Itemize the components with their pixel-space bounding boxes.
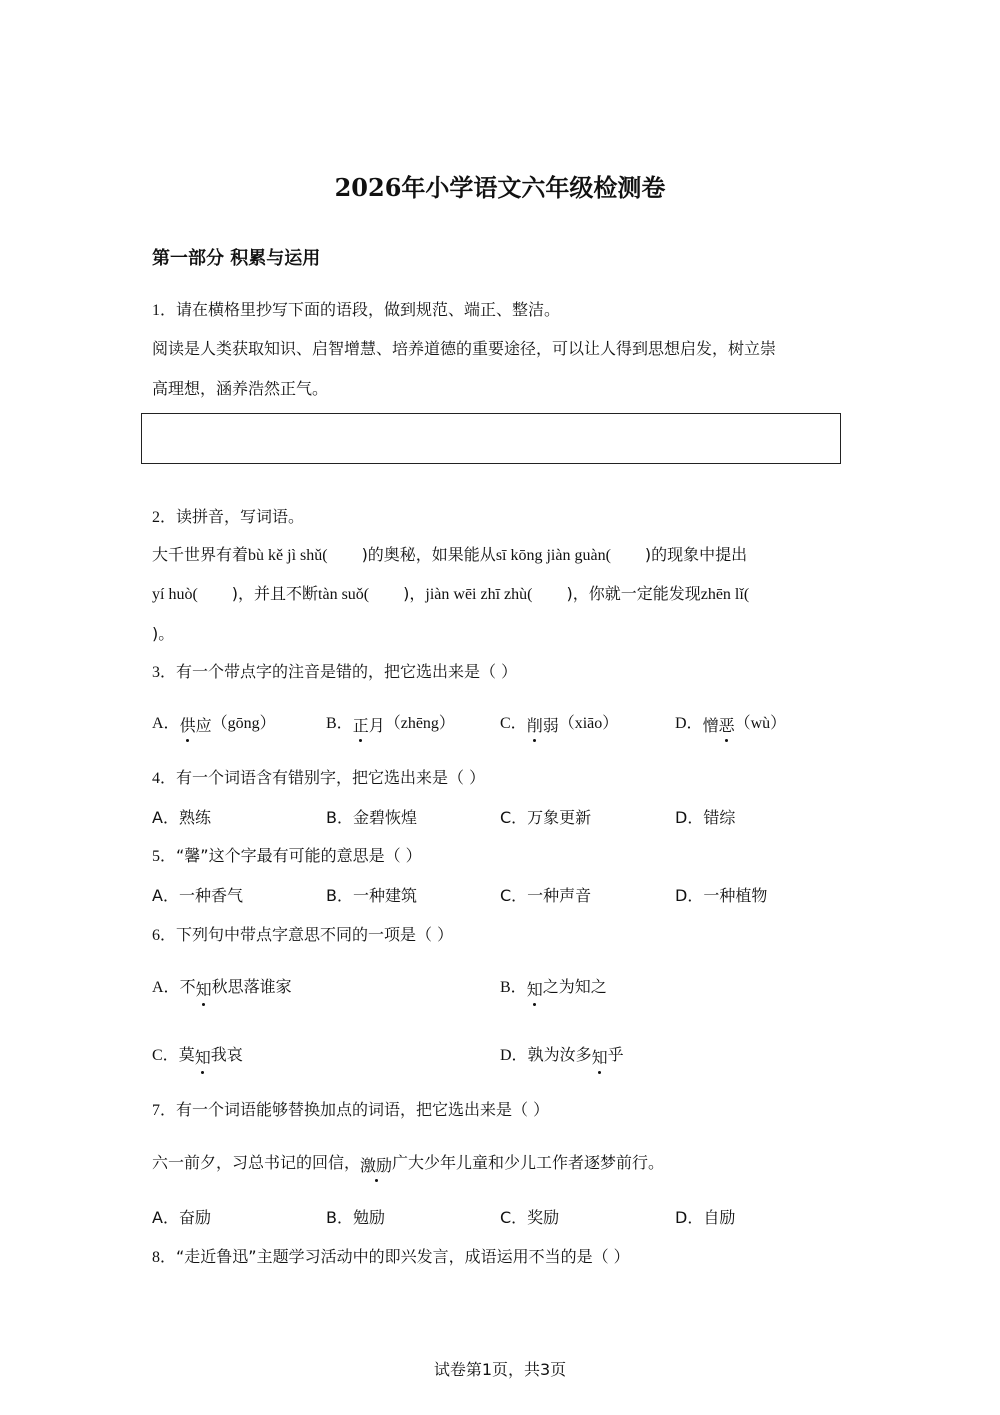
question-number: 5． bbox=[152, 848, 177, 865]
question-number: 8． bbox=[152, 1249, 177, 1266]
question-text: 有一个词语能够替换加点的词语，把它选出来是（ ） bbox=[176, 1100, 550, 1119]
question-5-option-a[interactable]: A．一种香气 bbox=[152, 886, 243, 905]
question-7-option-d[interactable]: D．自励 bbox=[675, 1208, 736, 1227]
pinyin-prompt: sī kōng jiàn guàn( bbox=[495, 547, 611, 564]
dotted-char: 削 bbox=[526, 716, 543, 735]
question-text: 有一个词语含有错别字，把它选出来是（ ） bbox=[176, 768, 486, 787]
question-6-option-b[interactable]: B．知之为知之 bbox=[500, 977, 607, 999]
question-4-option-d[interactable]: D．错综 bbox=[675, 808, 736, 827]
question-4-stem bbox=[152, 768, 485, 789]
question-text: 请在横格里抄写下面的语段，做到规范、端正、整洁。 bbox=[176, 300, 561, 319]
question-text: 读拼音，写词语。 bbox=[176, 507, 305, 526]
question-3-option-c[interactable]: C．削弱（xiāo） bbox=[500, 715, 619, 735]
question-7-sentence: 六一前夕，习总书记的回信，激励广大少年儿童和少儿工作者逐梦前行。 bbox=[152, 1153, 665, 1175]
dotted-char: 知 bbox=[195, 980, 212, 999]
question-3-option-b[interactable]: B．正月（zhēng） bbox=[326, 715, 455, 735]
question-text: 有一个带点字的注音是错的，把它选出来是（ ） bbox=[176, 662, 518, 681]
question-2-stem bbox=[152, 507, 304, 528]
question-7-option-b[interactable]: B．勉励 bbox=[326, 1208, 385, 1227]
pinyin-prompt: tàn suǒ( bbox=[318, 586, 370, 603]
pinyin-prompt: jiàn wēi zhī zhù( bbox=[425, 586, 533, 603]
page-title: 2026年小学语文六年级检测卷 bbox=[334, 173, 666, 202]
dotted-char: 供 bbox=[179, 716, 196, 735]
question-3-option-a[interactable]: A．供应（gōng） bbox=[152, 715, 276, 735]
question-8-stem bbox=[152, 1247, 630, 1268]
question-3-stem bbox=[152, 662, 517, 683]
question-5-stem bbox=[152, 846, 422, 867]
pinyin-prompt: yí huò( bbox=[152, 586, 198, 603]
pinyin-prompt: bù kě jì shǔ( bbox=[248, 547, 328, 564]
question-3-option-d[interactable]: D．憎恶（wù） bbox=[675, 715, 787, 735]
question-7-option-a[interactable]: A．奋励 bbox=[152, 1208, 211, 1227]
dotted-char: 正 bbox=[352, 716, 369, 735]
question-4-option-b[interactable]: B．金碧恢煌 bbox=[326, 808, 417, 827]
dotted-char: 知 bbox=[194, 1048, 211, 1067]
question-4-option-a[interactable]: A．熟练 bbox=[152, 808, 211, 827]
question-text: 下列句中带点字意思不同的一项是（ ） bbox=[176, 925, 454, 944]
question-number: 7． bbox=[152, 1102, 177, 1119]
pinyin-prompt: zhēn lǐ( bbox=[700, 586, 750, 603]
question-number: 4． bbox=[152, 770, 177, 787]
dotted-word: 激励 bbox=[360, 1156, 393, 1175]
question-6-stem bbox=[152, 925, 453, 946]
question-text: “馨”这个字最有可能的意思是（ ） bbox=[176, 846, 422, 865]
question-1-passage-line-1: 阅读是人类获取知识、启智增慧、培养道德的重要途径，可以让人得到思想启发，树立崇 bbox=[152, 339, 777, 358]
question-6-option-c[interactable]: C．莫知我哀 bbox=[152, 1045, 243, 1067]
question-1-stem bbox=[152, 300, 560, 321]
question-2-line-2: yí huò( )，并且不断tàn suǒ( )，jiàn wēi zhī zhù( )，你就一定能发现zhēn lǐ( bbox=[152, 584, 750, 603]
copy-writing-box[interactable] bbox=[141, 413, 841, 464]
question-6-option-d[interactable]: D．孰为汝多知乎 bbox=[500, 1045, 624, 1067]
question-2-line-1: 大千世界有着bù kě jì shǔ( )的奥秘，如果能从sī kōng jiàn guàn( )的现象中提出 bbox=[152, 545, 748, 564]
page-footer: 试卷第1页，共3页 bbox=[433, 1360, 567, 1379]
question-5-option-d[interactable]: D．一种植物 bbox=[675, 886, 768, 905]
question-number: 3． bbox=[152, 664, 177, 681]
question-7-option-c[interactable]: C．奖励 bbox=[500, 1208, 560, 1227]
question-5-option-c[interactable]: C．一种声音 bbox=[500, 886, 592, 905]
question-5-option-b[interactable]: B．一种建筑 bbox=[326, 886, 417, 905]
section-heading: 第一部分 积累与运用 bbox=[152, 248, 321, 269]
question-number: 2． bbox=[152, 509, 177, 526]
question-1-passage-line-2: 高理想，涵养浩然正气。 bbox=[152, 379, 329, 398]
dotted-char: 知 bbox=[526, 980, 543, 999]
dotted-char: 知 bbox=[591, 1048, 608, 1067]
question-text: “走近鲁迅”主题学习活动中的即兴发言，成语运用不当的是（ ） bbox=[176, 1247, 630, 1266]
question-6-option-a[interactable]: A．不知秋思落谁家 bbox=[152, 977, 292, 999]
question-number: 1． bbox=[152, 302, 177, 319]
question-4-option-c[interactable]: C．万象更新 bbox=[500, 808, 592, 827]
question-number: 6． bbox=[152, 927, 177, 944]
dotted-char: 恶 bbox=[718, 716, 735, 735]
question-2-line-3: )。 bbox=[152, 624, 175, 643]
question-7-stem bbox=[152, 1100, 549, 1121]
